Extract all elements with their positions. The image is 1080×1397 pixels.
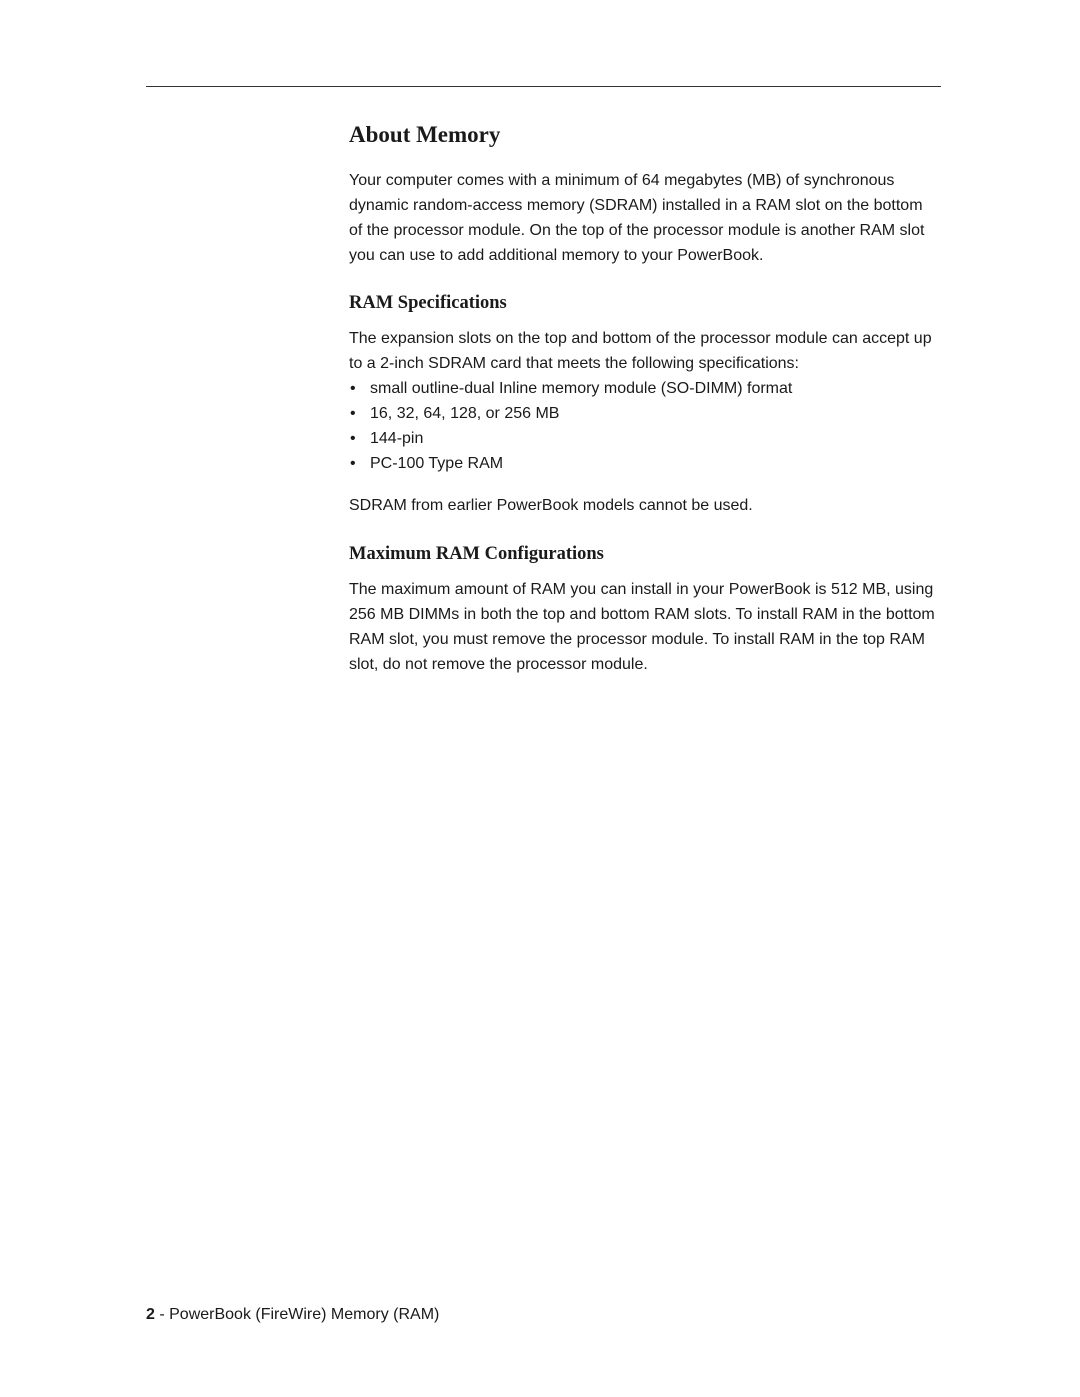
header-rule [146, 86, 941, 87]
bullet-icon: • [350, 430, 356, 447]
maximum-ram-paragraph: The maximum amount of RAM you can install in your PowerBook is 512 MB, using 256 MB DIMMs in both the top and bottom RAM slots. To install RAM in the bottom RAM slot, you must remove the processor module. To install RAM in the top RAM slot, do not remove the processor module. [349, 581, 935, 673]
list-item-text: PC-100 Type RAM [370, 455, 504, 472]
list-item-text: small outline-dual Inline memory module (SO-DIMM) format [370, 380, 793, 397]
list-item [349, 426, 939, 451]
maximum-ram-heading: Maximum RAM Configurations [349, 544, 604, 564]
list-item-text: 16, 32, 64, 128, or 256 MB [370, 405, 560, 422]
about-memory-paragraph: Your computer comes with a minimum of 64 megabytes (MB) of synchronous dynamic random-access memory (SDRAM) installed in a RAM slot on the bottom of the processor module. On the top of the processor module is another RAM slot you can use to add additional memory to your PowerBook. [349, 172, 925, 264]
footer-title: PowerBook (FireWire) Memory (RAM) [169, 1306, 440, 1323]
ram-specifications-intro: The expansion slots on the top and bottom of the processor module can accept up to a 2-inch SDRAM card that meets the following specifications: [349, 330, 932, 372]
about-memory-heading: About Memory [349, 122, 501, 147]
page-footer [146, 1302, 439, 1327]
bullet-icon: • [350, 455, 356, 472]
footer-separator: - [154, 1306, 170, 1323]
bullet-icon: • [350, 405, 356, 422]
ram-specifications-heading: RAM Specifications [349, 293, 507, 313]
list-item [349, 451, 939, 476]
list-item-text: 144-pin [370, 430, 424, 447]
ram-specifications-list [349, 376, 939, 476]
list-item [349, 376, 939, 401]
list-item [349, 401, 939, 426]
bullet-icon: • [350, 380, 356, 397]
sdram-compatibility-note: SDRAM from earlier PowerBook models cannot be used. [349, 497, 753, 514]
main-content [349, 116, 939, 677]
page-number: 2 [146, 1306, 155, 1323]
